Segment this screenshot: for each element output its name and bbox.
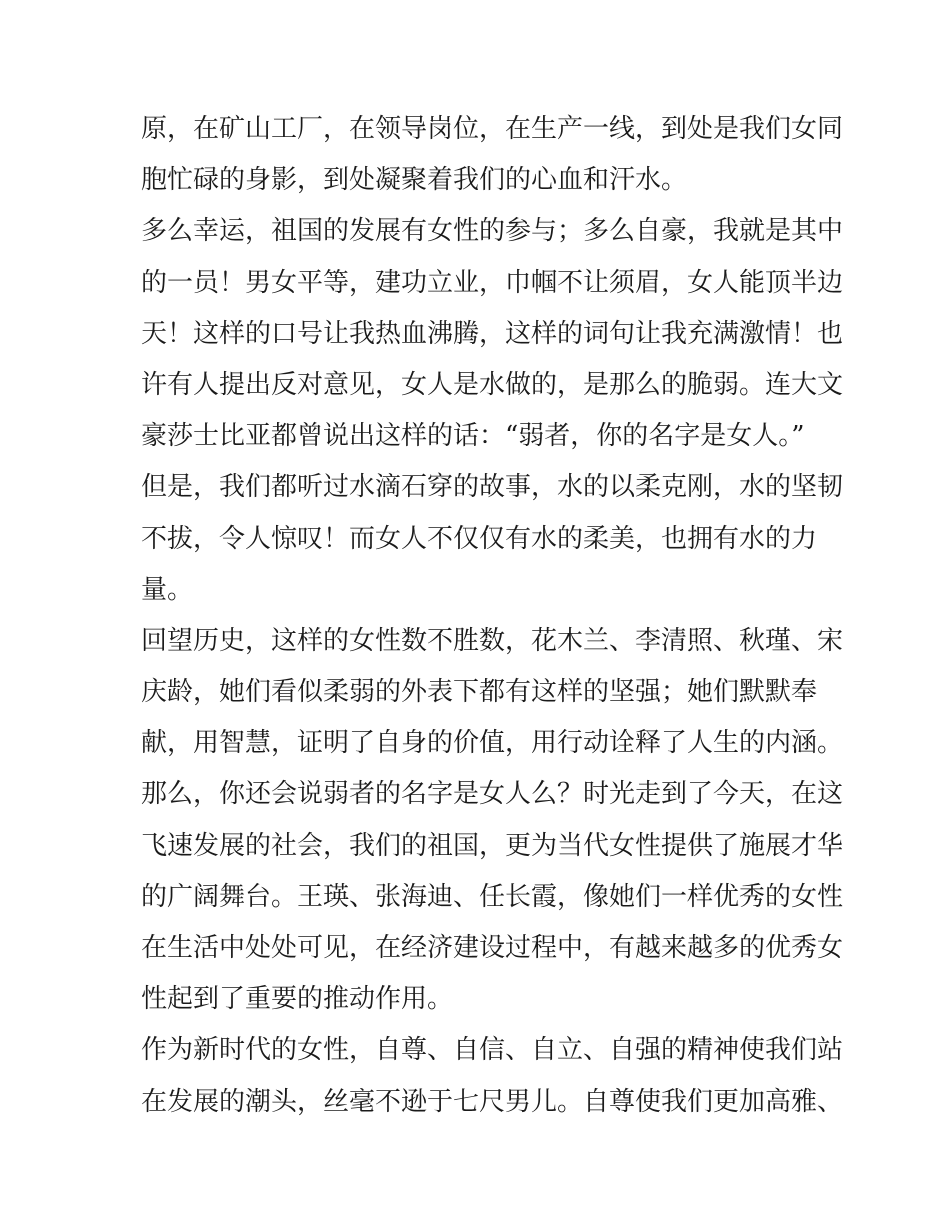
text-line: 献，用智慧，证明了自身的价值，用行动诠释了人生的内涵。 <box>141 728 844 759</box>
text-line: 的一员！男女平等，建功立业，巾帼不让须眉，女人能顶半边 <box>141 267 844 298</box>
text-line: 在生活中处处可见，在经济建设过程中，有越来越多的优秀女 <box>141 933 844 963</box>
text-line: 多么幸运，祖国的发展有女性的参与；多么自豪，我就是其中 <box>141 216 844 247</box>
body-text <box>141 104 844 1128</box>
text-line: 回望历史，这样的女性数不胜数，花木兰、李清照、秋瑾、宋 <box>141 625 844 656</box>
text-line: 性起到了重要的推动作用。 <box>141 984 454 1015</box>
text-line: 许有人提出反对意见，女人是水做的，是那么的脆弱。连大文 <box>141 369 844 400</box>
text-line: 的广阔舞台。王瑛、张海迪、任长霞，像她们一样优秀的女性 <box>141 881 844 912</box>
text-line: 那么，你还会说弱者的名字是女人么？时光走到了今天，在这 <box>141 779 844 810</box>
text-line: 胞忙碌的身影，到处凝聚着我们的心血和汗水。 <box>141 165 688 196</box>
text-line: 但是，我们都听过水滴石穿的故事，水的以柔克刚，水的坚韧 <box>141 472 844 503</box>
text-line: 在发展的潮头，丝毫不逊于七尺男儿。自尊使我们更加高雅、 <box>141 1086 844 1117</box>
text-line: 原，在矿山工厂，在领导岗位，在生产一线，到处是我们女同 <box>141 114 844 144</box>
text-line: 飞速发展的社会，我们的祖国，更为当代女性提供了施展才华 <box>141 830 844 861</box>
text-line: 作为新时代的女性，自尊、自信、自立、自强的精神使我们站 <box>141 1035 844 1066</box>
text-line: 量。 <box>141 574 194 605</box>
text-line: 天！这样的口号让我热血沸腾，这样的词句让我充满激情！也 <box>141 318 844 349</box>
text-line: 不拔，令人惊叹！而女人不仅仅有水的柔美，也拥有水的力 <box>141 523 818 554</box>
text-line: 豪莎士比亚都曾说出这样的话：“弱者，你的名字是女人。” <box>141 421 805 452</box>
text-line: 庆龄，她们看似柔弱的外表下都有这样的坚强；她们默默奉 <box>141 677 818 708</box>
